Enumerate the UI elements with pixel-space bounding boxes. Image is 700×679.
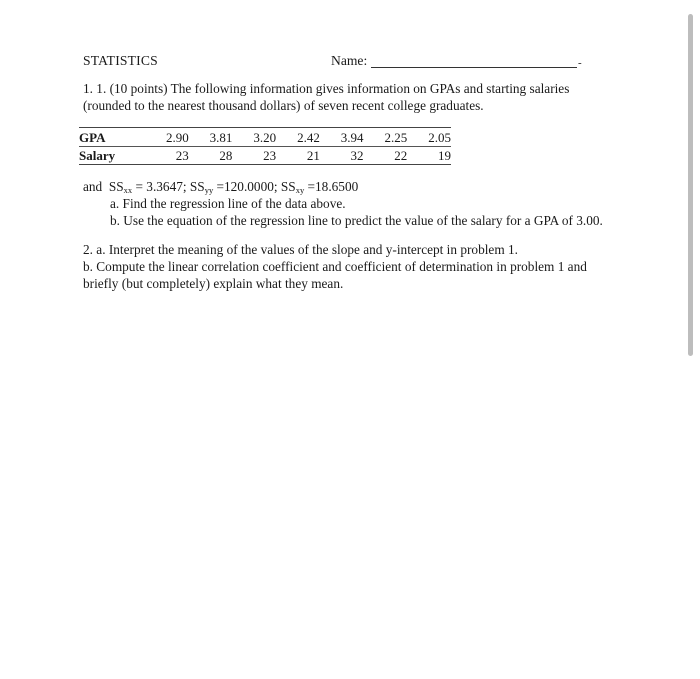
- ss-symbol: SS: [280, 179, 296, 194]
- table-cell: 22: [364, 147, 408, 165]
- stats-prefix: and: [83, 179, 103, 194]
- name-trailing-mark: -: [578, 57, 582, 69]
- gpa-salary-table: [79, 127, 451, 165]
- question-1-parts: [110, 195, 603, 229]
- question-1-part-a: a. Find the regression line of the data above.: [110, 196, 346, 211]
- table-cell: 2.42: [276, 128, 320, 147]
- table-cell: 19: [407, 147, 451, 165]
- ssyy-subscript: yy: [204, 185, 214, 195]
- table-row-salary: [79, 147, 451, 165]
- vertical-scrollbar[interactable]: [688, 14, 693, 356]
- table-cell: 2.25: [364, 128, 408, 147]
- question-2-line-2: b. Compute the linear correlation coefficient and coefficient of determination in problem 1 and: [83, 259, 587, 274]
- ss-symbol: SS: [189, 179, 205, 194]
- question-2-line-1: 2. a. Interpret the meaning of the values of the slope and y-intercept in problem 1.: [83, 242, 518, 257]
- question-2-prompt: [83, 241, 587, 292]
- ssxy-value: =18.6500: [304, 179, 359, 194]
- row-label-gpa: GPA: [79, 128, 145, 147]
- table-cell: 21: [276, 147, 320, 165]
- question-2-line-3: briefly (but completely) explain what they mean.: [83, 276, 344, 291]
- question-1-line-1: 1. 1. (10 points) The following information gives information on GPAs and starting salaries: [83, 81, 570, 96]
- question-1-part-b: b. Use the equation of the regression line to predict the value of the salary for a GPA of 3.00.: [110, 213, 603, 228]
- ss-symbol: SS: [108, 179, 124, 194]
- table-cell: 32: [320, 147, 364, 165]
- table-cell: 2.90: [145, 128, 189, 147]
- question-1-line-2: (rounded to the nearest thousand dollars) of seven recent college graduates.: [83, 98, 484, 113]
- sum-of-squares-line: [83, 179, 358, 195]
- table-cell: 28: [189, 147, 233, 165]
- question-1-prompt: [83, 80, 643, 114]
- table-cell: 3.20: [232, 128, 276, 147]
- ssxy-subscript: xy: [295, 185, 305, 195]
- table-cell: 23: [232, 147, 276, 165]
- ssxx-subscript: xx: [123, 185, 133, 195]
- ssxx-value: = 3.3647;: [132, 179, 190, 194]
- table-row-gpa: [79, 128, 451, 147]
- table-cell: 3.94: [320, 128, 364, 147]
- table-cell: 2.05: [407, 128, 451, 147]
- row-label-salary: Salary: [79, 147, 145, 165]
- ssyy-value: =120.0000;: [213, 179, 281, 194]
- name-blank-line: [371, 67, 577, 68]
- table-cell: 23: [145, 147, 189, 165]
- name-label: Name:: [331, 53, 368, 68]
- table-cell: 3.81: [189, 128, 233, 147]
- worksheet-title: STATISTICS: [83, 53, 158, 68]
